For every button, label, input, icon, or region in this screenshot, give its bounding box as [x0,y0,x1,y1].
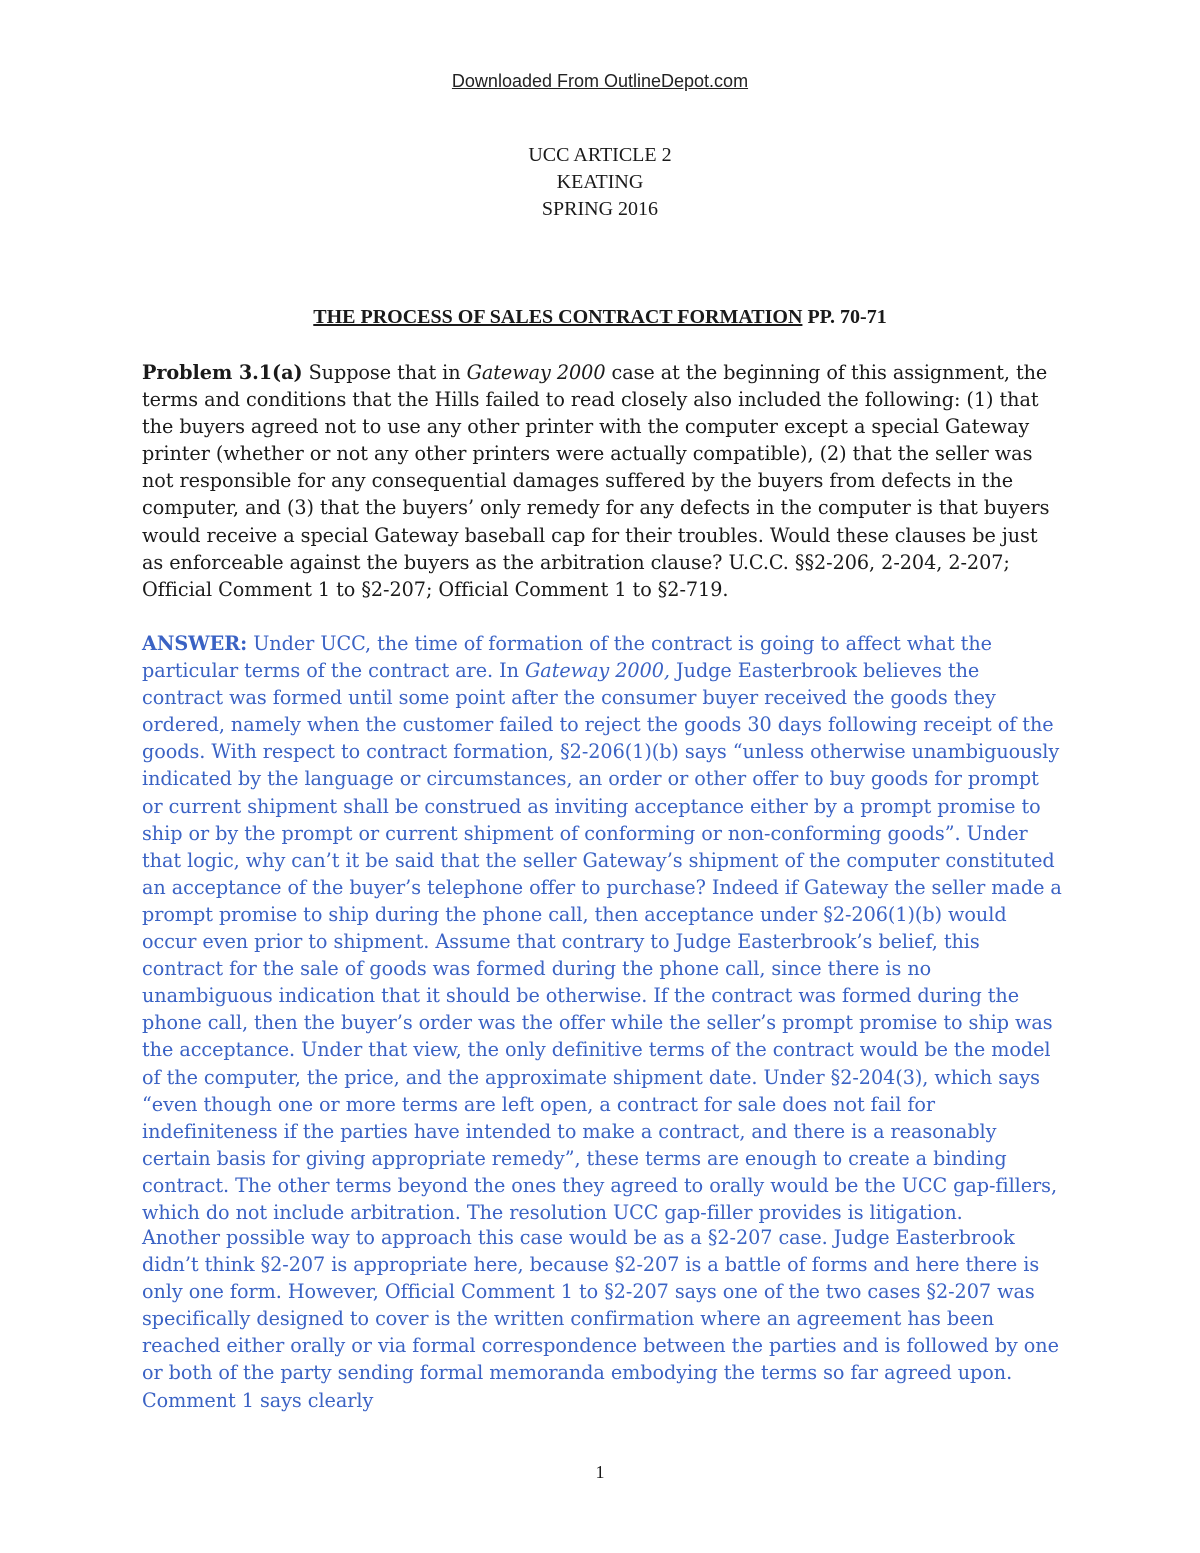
term: SPRING 2016 [541,198,659,220]
answer-label: ANSWER: [142,632,248,655]
answer-text-a: Under UCC, the time of formation of the contract is going to affect what the particular terms of the contract are. In [142,632,992,683]
professor-name: KEATING [556,171,644,193]
problem-text-b: case at the beginning of this assignment, the terms and conditions that the Hills failed to read closely also included the following: (1) that the buyers agreed not to use any other printer with the computer except a special Gateway printer (whether or not any other printers were actually compatible), (2) that the seller was not responsible for any consequential damages suffered by the buyers from defects in the computer, and (3) that the buyers’ only remedy for any defects in the computer is that buyers would receive a special Gateway baseball cap for their troubles. Would these clauses be just as enforceable against the buyers as the arbitration clause? U.C.C. §§2-206, 2-204, 2-207; Official Comment 1 to §2-207; Official Comment 1 to §2-719. [142,361,1050,601]
answer-case-name: Gateway 2000, [525,659,670,683]
course-title: UCC ARTICLE 2 [528,144,672,166]
page-number: 1 [595,1462,605,1482]
problem-case-name: Gateway 2000 [466,361,606,384]
answer-paragraph-2: Another possible way to approach this case would be as a §2-207 case. Judge Easterbrook didn’t think §2-207 is appropriate here, because §2-207 is a battle of forms and here there is only one form. However, Official Comment 1 to §2-207 says one of the two cases §2-207 was specifically designed to cover is the written confirmation where an agreement has been reached either orally or via formal correspondence between the parties and is followed by one or both of the party sending formal memoranda embodying the terms so far agreed upon. Comment 1 says clearly [142,1226,1059,1412]
section-heading [0,306,1200,329]
problem-label: Problem 3.1(a) [142,361,303,384]
document-header [0,142,1200,223]
answer-text-b: Judge Easterbrook believes the contract was formed until some point after the consumer buyer received the goods they ordered, namely when the customer failed to reject the goods 30 days following receipt of the goods. With respect to contract formation, §2-206(1)(b) says “unless otherwise unambiguously indicated by the language or circumstances, an order or other offer to buy goods for prompt or current shipment shall be construed as inviting acceptance either by a prompt promise to ship or by the prompt or current shipment of conforming or non-conforming goods”. Under that logic, why can’t it be said that the seller Gateway’s shipment of the computer constituted an acceptance of the buyer’s telephone offer to purchase? Indeed if Gateway the seller made a prompt promise to ship during the phone call, then acceptance under §2-206(1)(b) would occur even prior to shipment. Assume that contrary to Judge Easterbrook’s belief, this contract for the sale of goods was formed during the phone call, since there is no unambiguous indication that it should be otherwise. If the contract was formed during the phone call, then the buyer’s order was the offer while the seller’s prompt promise to ship was the acceptance. Under that view, the only definitive terms of the contract would be the model of the computer, the price, and the approximate shipment date. Under §2-204(3), which says “even though one or more terms are left open, a contract for sale does not fail for indefiniteness if the parties have intended to make a contract, and there is a reasonably certain basis for giving appropriate remedy”, these terms are enough to create a binding contract. The other terms beyond the ones they agreed to orally would be the UCC gap-fillers, which do not include arbitration. The resolution UCC gap-filler provides is litigation. [142,659,1062,1224]
source-link[interactable]: Downloaded From OutlineDepot.com [451,71,749,91]
answer-paragraph [142,630,1062,1226]
section-pages: PP. 70-71 [802,306,887,328]
problem-paragraph [142,359,1062,603]
section-title: THE PROCESS OF SALES CONTRACT FORMATION [313,306,803,328]
problem-text-a: Suppose that in [302,361,467,384]
